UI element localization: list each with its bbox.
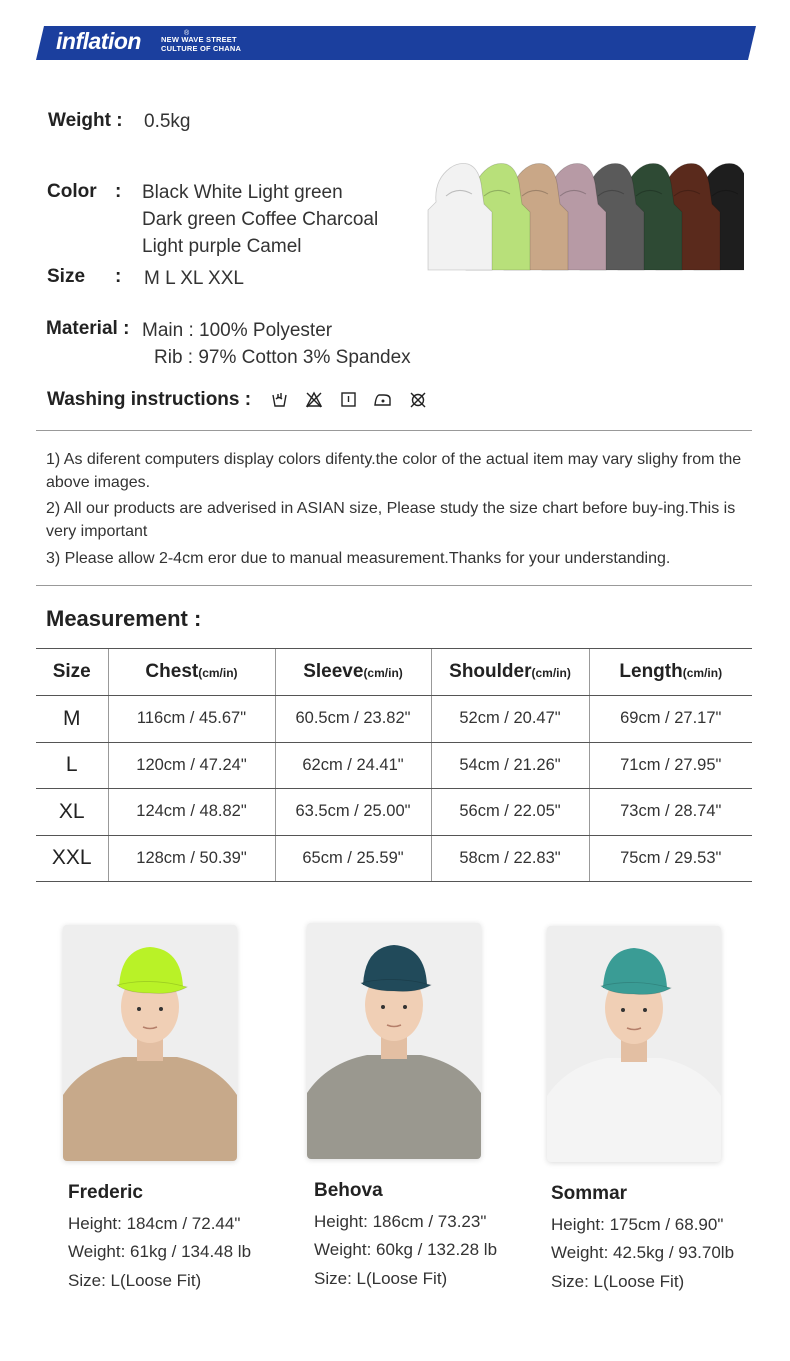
shoulder-cell: 56cm / 22.05" (431, 789, 589, 836)
measurement-title: Measurement : (46, 606, 202, 631)
model-weight-behova: Weight: 60kg / 132.28 lb (314, 1240, 498, 1259)
model-eye (621, 1008, 625, 1012)
size-cell: XXL (36, 835, 108, 882)
brand-banner (36, 26, 756, 60)
table-row (36, 742, 752, 789)
tagline-line-2: CULTURE OF CHANA (161, 44, 242, 53)
model-height-behova: Height: 186cm / 73.23" (314, 1212, 487, 1231)
size-chart-header-row (36, 649, 752, 696)
model-size-sommar: Size: L(Loose Fit) (551, 1272, 685, 1291)
header-length-label: Length (619, 661, 683, 682)
size-cell: XL (36, 789, 108, 836)
chest-cell: 124cm / 48.82" (108, 789, 275, 836)
model-illustration (63, 925, 237, 1161)
header-length-unit: (cm/in) (682, 666, 723, 680)
model-eye (643, 1008, 647, 1012)
table-row (36, 696, 752, 743)
iron-low-icon (375, 395, 390, 405)
table-row (36, 835, 752, 882)
shoulder-cell: 58cm / 22.83" (431, 835, 589, 882)
size-colon: : (115, 266, 122, 287)
table-row (36, 789, 752, 836)
model-photo-frederic (63, 925, 237, 1161)
model-weight-frederic: Weight: 61kg / 134.48 lb (68, 1242, 252, 1261)
chest-cell: 116cm / 45.67" (108, 696, 275, 743)
banner-background (36, 26, 756, 60)
header-sleeve-label: Sleeve (303, 661, 364, 682)
note-1: 1) As diferent computers display colors difenty.the color of the actual item may vary slighy from the above images. (46, 451, 742, 491)
header-chest (108, 649, 275, 696)
header-size-label: Size (52, 661, 91, 682)
header-sleeve-unit: (cm/in) (363, 666, 403, 680)
note-2: 2) All our products are adverised in ASIAN size, Please study the size chart before buy-ing.This is very important (46, 500, 736, 540)
header-shoulder (431, 649, 589, 696)
model-name-sommar: Sommar (551, 1183, 628, 1204)
header-chest-label: Chest (145, 661, 199, 682)
header-shoulder-label: Shoulder (449, 661, 532, 682)
length-cell: 75cm / 29.53" (589, 835, 752, 882)
washing-icons (272, 390, 432, 410)
brand-tagline (161, 35, 241, 53)
model-eye (381, 1005, 385, 1009)
chest-cell: 128cm / 50.39" (108, 835, 275, 882)
weight-label: Weight : (48, 110, 123, 131)
sleeve-cell: 65cm / 25.59" (275, 835, 431, 882)
header-length (589, 649, 752, 696)
size-chart-table (36, 648, 752, 882)
note-3: 3) Please allow 2-4cm eror due to manual measurement.Thanks for your understanding. (46, 550, 671, 567)
do-not-dry-clean-icon (411, 393, 425, 407)
color-values-line-1: Black White Light green (142, 182, 343, 203)
header-shoulder-unit: (cm/in) (531, 666, 571, 680)
model-height-frederic: Height: 184cm / 72.44" (68, 1214, 241, 1233)
size-cell: L (36, 742, 108, 789)
registered-mark: ® (184, 30, 190, 37)
size-cell: M (36, 696, 108, 743)
brand-logo: inflation (56, 28, 141, 54)
model-name-behova: Behova (314, 1180, 383, 1201)
color-values-line-2: Dark green Coffee Charcoal (142, 209, 379, 230)
sleeve-cell: 60.5cm / 23.82" (275, 696, 431, 743)
divider-top (36, 430, 752, 431)
model-eye (403, 1005, 407, 1009)
model-top (63, 1057, 237, 1161)
model-illustration (307, 923, 481, 1159)
header-chest-unit: (cm/in) (198, 666, 238, 680)
color-values-line-3: Light purple Camel (142, 236, 302, 257)
model-eye (137, 1007, 141, 1011)
model-top (547, 1058, 721, 1162)
model-illustration (547, 926, 721, 1162)
length-cell: 69cm / 27.17" (589, 696, 752, 743)
model-top (307, 1055, 481, 1159)
header-size (36, 649, 108, 696)
model-name-frederic: Frederic (68, 1182, 143, 1203)
model-photo-sommar (547, 926, 721, 1162)
length-cell: 71cm / 27.95" (589, 742, 752, 789)
size-label: Size (47, 266, 86, 287)
weight-value: 0.5kg (144, 111, 191, 132)
chest-cell: 120cm / 47.24" (108, 742, 275, 789)
model-height-sommar: Height: 175cm / 68.90" (551, 1215, 724, 1234)
tagline-line-1: NEW WAVE STREET (161, 35, 237, 44)
model-eye (159, 1007, 163, 1011)
color-colon: : (115, 181, 122, 202)
length-cell: 73cm / 28.74" (589, 789, 752, 836)
material-rib: Rib : 97% Cotton 3% Spandex (154, 347, 411, 368)
shoulder-cell: 52cm / 20.47" (431, 696, 589, 743)
model-size-frederic: Size: L(Loose Fit) (68, 1271, 202, 1290)
model-weight-sommar: Weight: 42.5kg / 93.70lb (551, 1243, 735, 1262)
washing-label: Washing instructions : (47, 389, 252, 410)
model-photo-behova (307, 923, 481, 1159)
material-label: Material : (46, 318, 130, 339)
color-label: Color (47, 181, 97, 202)
hand-wash-icon (273, 393, 286, 406)
sleeve-cell: 63.5cm / 25.00" (275, 789, 431, 836)
header-sleeve (275, 649, 431, 696)
size-values: M L XL XXL (144, 268, 244, 289)
material-main: Main : 100% Polyester (142, 320, 333, 341)
tumble-dry-icon (342, 393, 355, 406)
sleeve-cell: 62cm / 24.41" (275, 742, 431, 789)
do-not-bleach-icon (307, 393, 321, 407)
hoodie-color-lineup (424, 158, 744, 278)
shoulder-cell: 54cm / 21.26" (431, 742, 589, 789)
model-size-behova: Size: L(Loose Fit) (314, 1269, 448, 1288)
divider-bottom (36, 585, 752, 586)
